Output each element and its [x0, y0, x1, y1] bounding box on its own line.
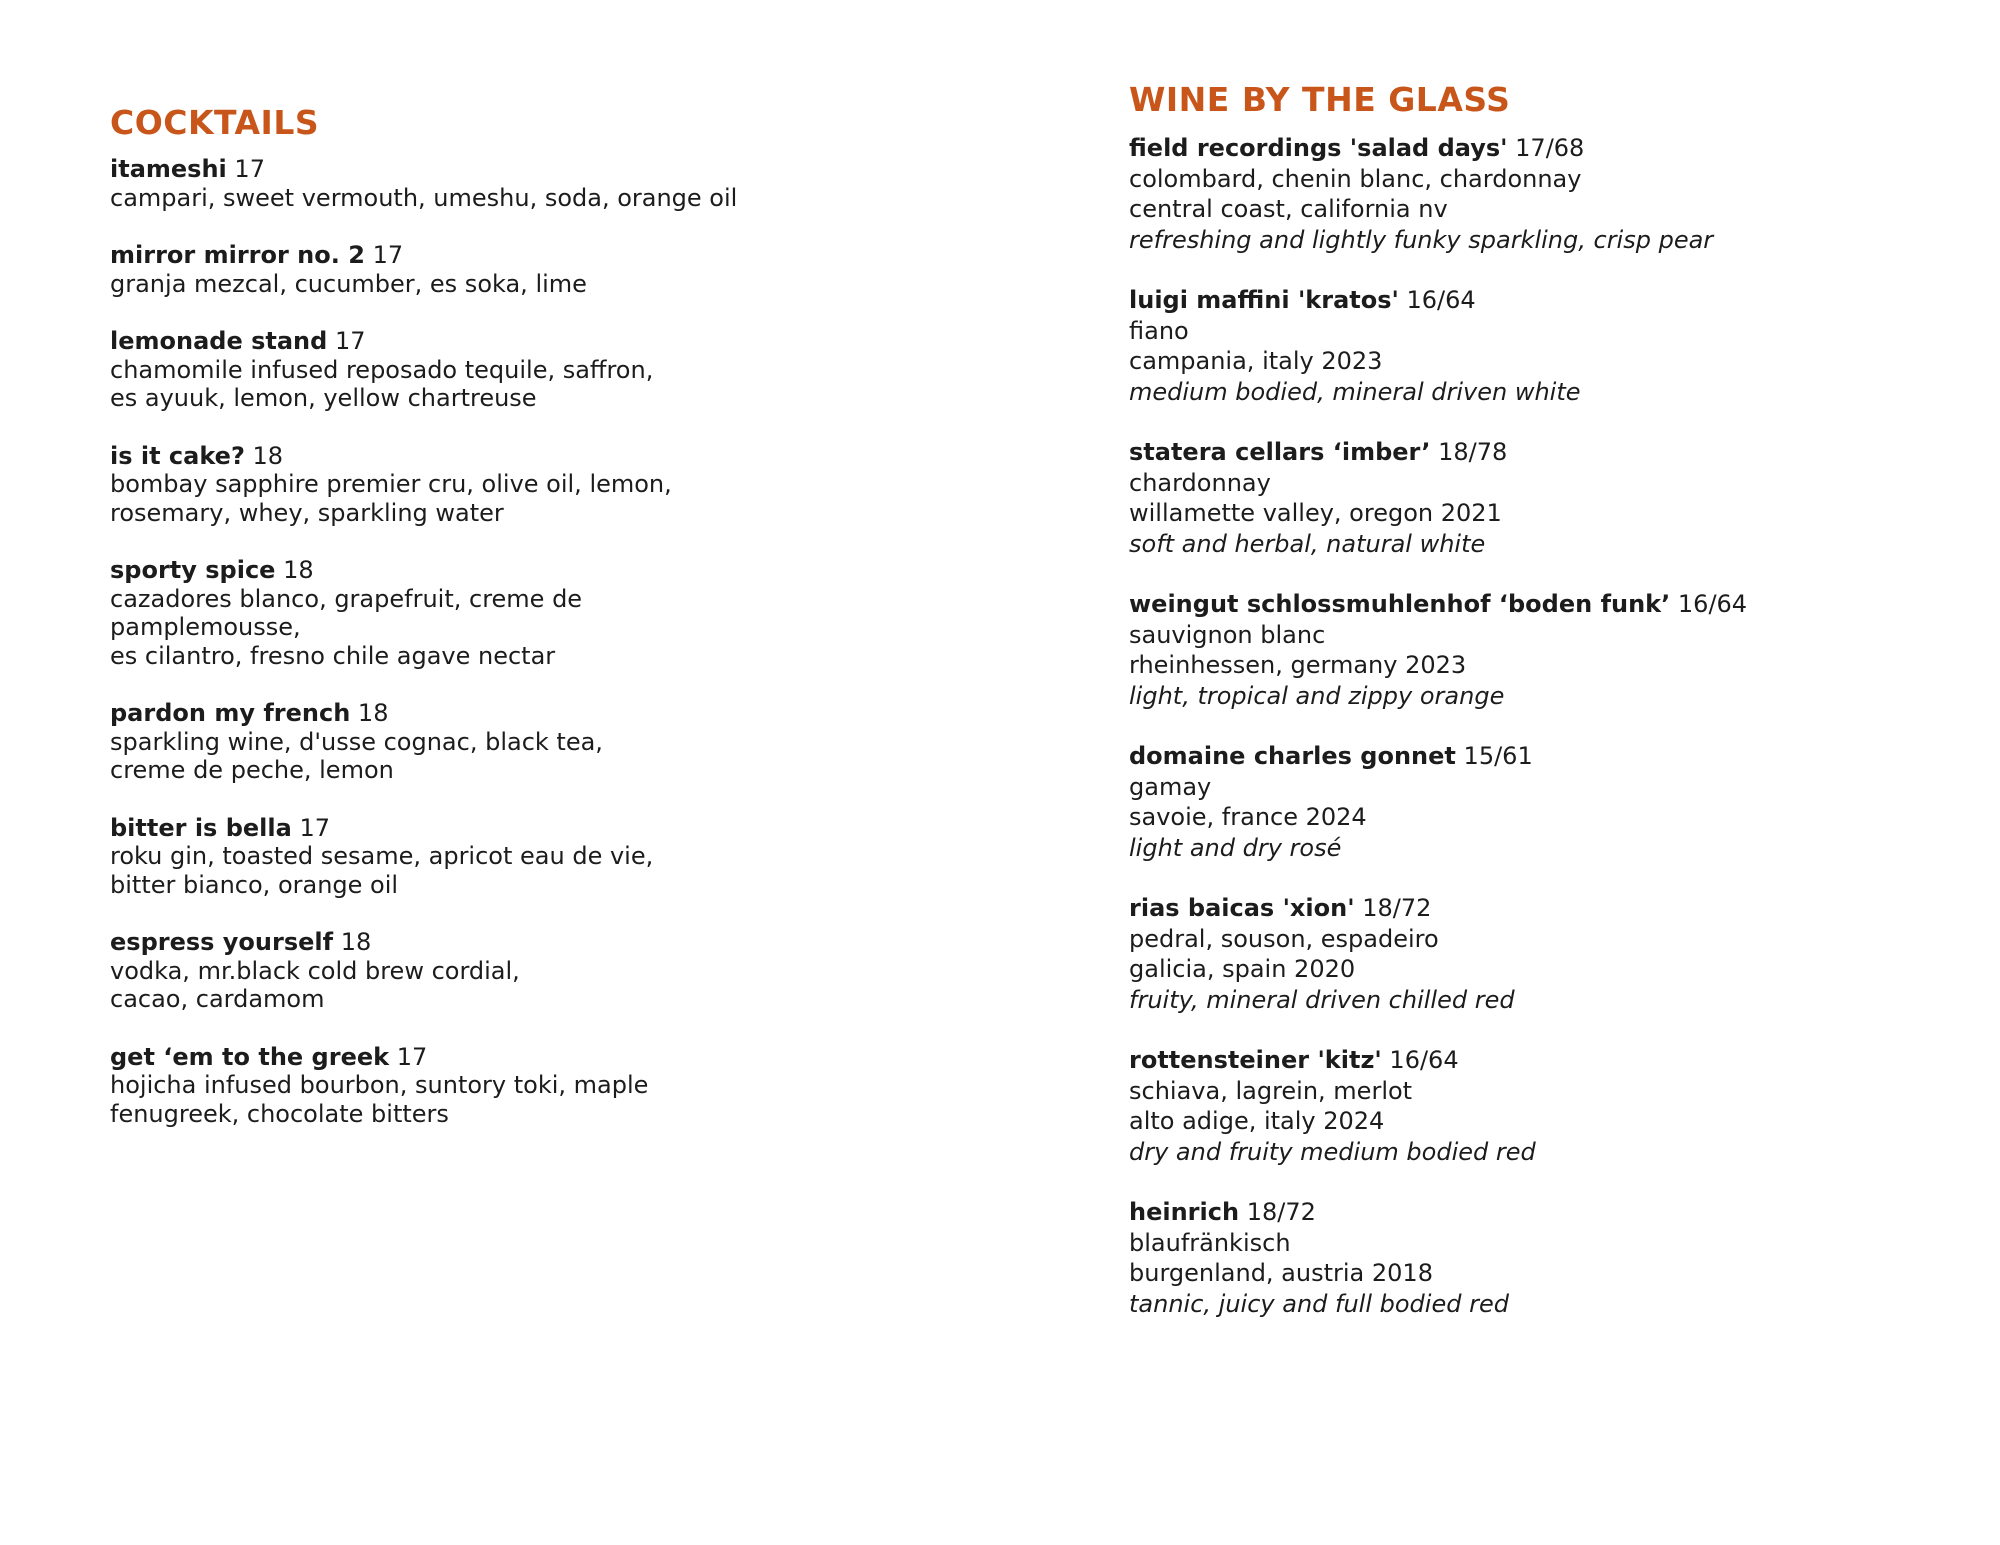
wine-price: 18/72 — [1362, 894, 1432, 922]
wine-price: 16/64 — [1677, 590, 1748, 618]
wine-tasting-note: soft and herbal, natural white — [1129, 529, 1486, 558]
wine-region: central coast, california nv — [1129, 195, 1448, 223]
cocktail-ingredients: chamomile infused reposado tequile, saffron, — [110, 355, 654, 384]
wine-tasting-note: light, tropical and zippy orange — [1129, 681, 1505, 710]
cocktail-ingredients: cazadores blanco, grapefruit, creme de — [110, 584, 583, 613]
wine-name: heinrich — [1129, 1198, 1240, 1226]
wine-grapes: pedral, souson, espadeiro — [1129, 924, 1439, 953]
cocktail-item — [110, 814, 1010, 900]
wine-region: burgenland, austria 2018 — [1129, 1259, 1433, 1287]
cocktail-price: 18 — [340, 928, 372, 956]
wine-price: 18/72 — [1246, 1198, 1316, 1226]
wine-heading — [1129, 133, 1949, 164]
wine-by-the-glass-section — [1129, 78, 1949, 1349]
cocktail-heading — [110, 1043, 1010, 1072]
wine-name: rias baicas 'xion' — [1129, 894, 1355, 922]
wine-item — [1129, 589, 1949, 711]
wine-price: 18/78 — [1438, 438, 1508, 466]
wine-heading — [1129, 285, 1949, 316]
cocktail-name: itameshi — [110, 155, 227, 183]
cocktail-price: 18 — [357, 699, 389, 727]
wine-grapes: sauvignon blanc — [1129, 620, 1326, 649]
cocktail-price: 17 — [234, 155, 265, 183]
wine-price: 17/68 — [1515, 134, 1585, 162]
cocktail-heading — [110, 699, 1010, 728]
wine-item — [1129, 437, 1949, 559]
wine-item — [1129, 133, 1949, 255]
cocktail-ingredients: creme de peche, lemon — [110, 756, 394, 784]
cocktail-name: get ‘em to the greek — [110, 1042, 390, 1071]
cocktail-ingredients: bombay sapphire premier cru, olive oil, lemon, — [110, 470, 672, 498]
wine-tasting-note: dry and fruity medium bodied red — [1129, 1137, 1536, 1166]
wine-tasting-note: fruity, mineral driven chilled red — [1129, 985, 1515, 1014]
wine-tasting-note: refreshing and lightly funky sparkling, crisp pear — [1129, 225, 1714, 254]
cocktail-item — [110, 1043, 1010, 1129]
wine-heading — [1129, 437, 1949, 468]
cocktail-item — [110, 155, 1010, 212]
cocktail-ingredients: es ayuuk, lemon, yellow chartreuse — [110, 384, 537, 412]
cocktail-ingredients: hojicha infused bourbon, suntory toki, maple — [110, 1071, 649, 1099]
wine-grapes: colombard, chenin blanc, chardonnay — [1129, 164, 1582, 193]
wine-name: luigi maffini 'kratos' — [1129, 286, 1399, 314]
cocktail-price: 17 — [372, 241, 404, 269]
cocktail-price: 18 — [283, 556, 314, 584]
wine-name: weingut schlossmuhlenhof ‘boden funk’ — [1129, 590, 1671, 618]
cocktail-name: bitter is bella — [110, 813, 292, 842]
cocktail-heading — [110, 556, 1010, 585]
cocktail-heading — [110, 327, 1010, 356]
wine-region: savoie, france 2024 — [1129, 803, 1367, 831]
cocktail-name: mirror mirror no. 2 — [110, 241, 365, 269]
cocktail-ingredients: granja mezcal, cucumber, es soka, lime — [110, 269, 587, 298]
cocktail-ingredients: cacao, cardamom — [110, 985, 325, 1013]
wine-name: field recordings 'salad days' — [1129, 134, 1508, 162]
cocktail-item — [110, 327, 1010, 413]
cocktail-name: sporty spice — [110, 556, 276, 584]
cocktail-ingredients: pamplemousse, — [110, 613, 301, 641]
wine-list — [1129, 133, 1949, 1319]
wine-name: domaine charles gonnet — [1129, 742, 1456, 770]
wine-heading — [1129, 1045, 1949, 1076]
wine-tasting-note: medium bodied, mineral driven white — [1129, 377, 1581, 406]
cocktail-ingredients: vodka, mr.black cold brew cordial, — [110, 956, 520, 985]
wine-grapes: chardonnay — [1129, 468, 1271, 497]
wine-item — [1129, 1197, 1949, 1319]
wine-heading — [1129, 741, 1949, 772]
cocktail-price: 18 — [252, 441, 284, 470]
cocktail-heading — [110, 442, 1010, 471]
cocktail-item — [110, 556, 1010, 670]
cocktail-ingredients: es cilantro, fresno chile agave nectar — [110, 641, 556, 670]
cocktail-heading — [110, 241, 1010, 270]
cocktail-ingredients: bitter bianco, orange oil — [110, 870, 399, 899]
wine-item — [1129, 893, 1949, 1015]
wine-region: galicia, spain 2020 — [1129, 955, 1356, 983]
wine-grapes: schiava, lagrein, merlot — [1129, 1076, 1413, 1105]
wine-tasting-note: light and dry rosé — [1129, 833, 1342, 862]
cocktail-name: pardon my french — [110, 699, 351, 727]
cocktails-title: COCKTAILS — [110, 103, 320, 142]
wine-heading — [1129, 1197, 1949, 1228]
cocktail-price: 17 — [396, 1042, 428, 1071]
wine-name: rottensteiner 'kitz' — [1129, 1046, 1382, 1074]
wine-grapes: gamay — [1129, 772, 1212, 801]
wine-item — [1129, 1045, 1949, 1167]
wine-grapes: fiano — [1129, 316, 1189, 345]
wine-region: alto adige, italy 2024 — [1129, 1107, 1385, 1135]
wine-region: campania, italy 2023 — [1129, 347, 1383, 375]
cocktail-name: lemonade stand — [110, 327, 328, 355]
cocktail-price: 17 — [299, 813, 330, 842]
cocktail-ingredients: campari, sweet vermouth, umeshu, soda, orange oil — [110, 183, 738, 212]
cocktails-section — [110, 103, 1010, 1157]
wine-item — [1129, 741, 1949, 863]
cocktail-name: espress yourself — [110, 928, 334, 956]
cocktail-ingredients: sparkling wine, d'usse cognac, black tea, — [110, 727, 603, 756]
cocktail-heading — [110, 155, 1010, 184]
cocktail-item — [110, 928, 1010, 1014]
cocktail-item — [110, 699, 1010, 785]
cocktail-name: is it cake? — [110, 441, 245, 470]
cocktail-ingredients: roku gin, toasted sesame, apricot eau de vie, — [110, 842, 654, 870]
cocktail-item — [110, 241, 1010, 298]
wine-title: WINE BY THE GLASS — [1129, 80, 1511, 119]
wine-price: 15/61 — [1463, 742, 1533, 770]
cocktail-ingredients: fenugreek, chocolate bitters — [110, 1099, 449, 1128]
cocktail-list — [110, 155, 1010, 1128]
cocktail-ingredients: rosemary, whey, sparkling water — [110, 498, 504, 527]
cocktail-heading — [110, 814, 1010, 843]
wine-heading — [1129, 589, 1949, 620]
cocktail-heading — [110, 928, 1010, 957]
wine-region: willamette valley, oregon 2021 — [1129, 499, 1502, 527]
cocktail-price: 17 — [334, 327, 366, 355]
wine-grapes: blaufränkisch — [1129, 1228, 1291, 1257]
wine-tasting-note: tannic, juicy and full bodied red — [1129, 1289, 1509, 1318]
cocktail-item — [110, 442, 1010, 528]
wine-price: 16/64 — [1389, 1046, 1459, 1074]
wine-region: rheinhessen, germany 2023 — [1129, 651, 1467, 679]
wine-price: 16/64 — [1406, 286, 1476, 314]
wine-item — [1129, 285, 1949, 407]
wine-heading — [1129, 893, 1949, 924]
wine-name: statera cellars ‘imber’ — [1129, 438, 1431, 466]
